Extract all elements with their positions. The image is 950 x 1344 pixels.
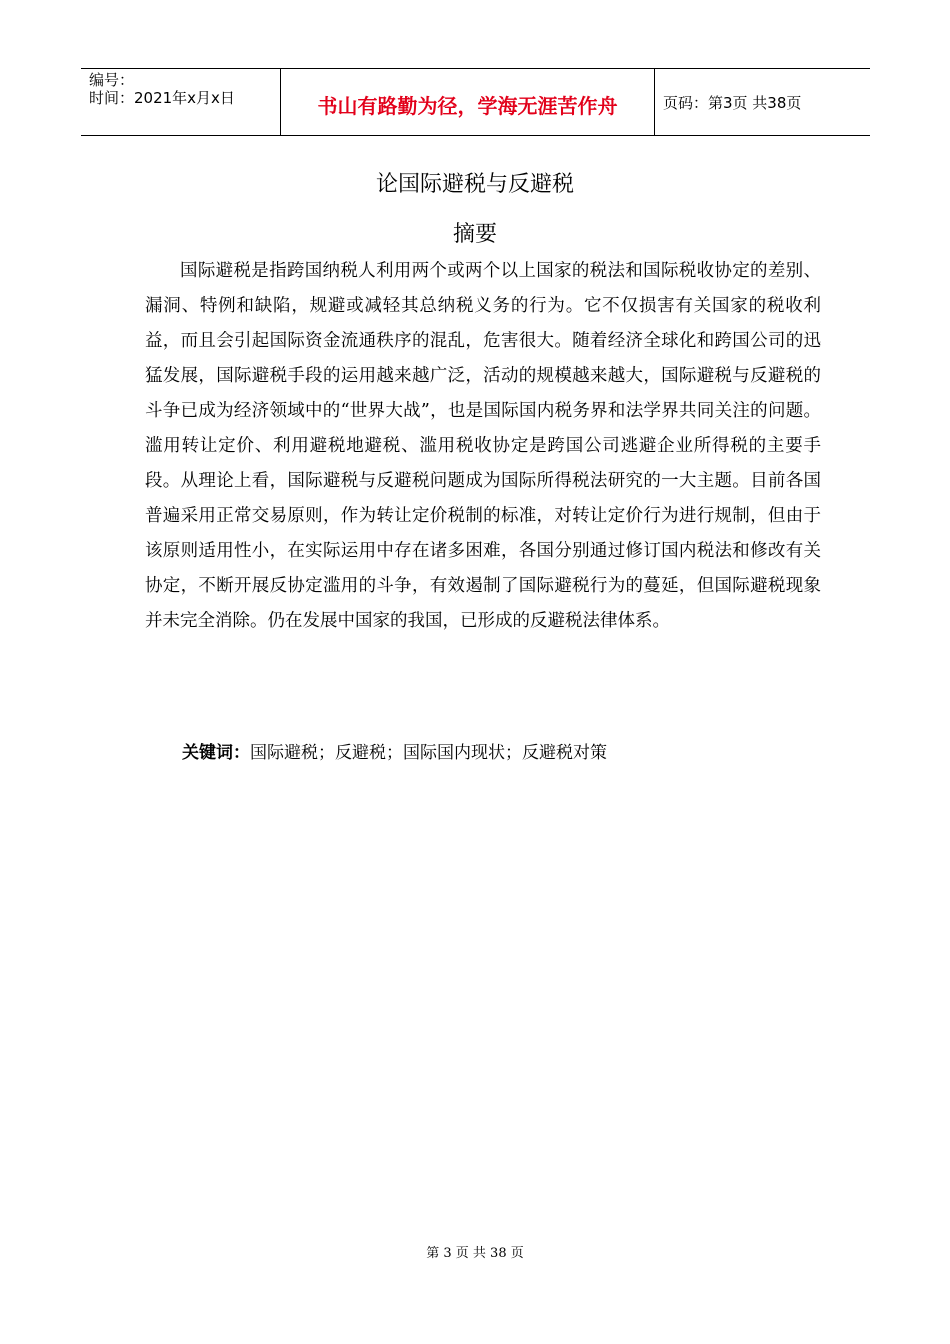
serial-number-label: 编号： — [89, 71, 135, 89]
header-page-info: 页码：第3页 共38页 — [663, 93, 802, 112]
keywords-label: 关键词： — [182, 743, 250, 763]
document-header — [81, 68, 870, 136]
keywords-list: 国际避税；反避税；国际国内现状；反避税对策 — [250, 743, 607, 763]
abstract-paragraph: 国际避税是指跨国纳税人利用两个或两个以上国家的税法和国际税收协定的差别、漏洞、特例和缺陷，规避或减轻其总纳税义务的行为。它不仅损害有关国家的税收利益，而且会引起国际资金流通秩序的混乱，危害很大。随着经济全球化和跨国公司的迅猛发展，国际避税手段的运用越来越广泛，活动的规模越来越大，国际避税与反避税的斗争已成为经济领域中的“世界大战”，也是国际国内税务界和法学界共同关注的问题。 滥用转让定价、利用避税地避税、滥用税收协定是跨国公司逃避企业所得税的主要手段。从理论上看，国际避税与反避税问题成为国际所得税法研究的一大主题。目前各国普遍采用正常交易原则，作为转让定价税制的标准，对转让定价行为进行规制，但由于该原则适用性小，在实际运用中存在诸多困难，各国分别通过修订国内税法和修改有关协定，不断开展反协定滥用的斗争，有效遏制了国际避税行为的蔓延，但国际避税现象并未完全消除。仍在发展中国家的我国，已形成的反避税法律体系。 — [145, 261, 821, 631]
page-footer: 第 3 页 共 38 页 — [426, 1246, 524, 1261]
motto-text: 书山有路勤为径，学海无涯苦作舟 — [317, 93, 618, 118]
date-label: 时间：2021年x月x日 — [89, 89, 235, 107]
keywords-line — [182, 738, 607, 768]
header-meta-cell — [81, 69, 281, 135]
header-motto-cell — [281, 69, 655, 135]
document-title: 论国际避税与反避税 — [375, 172, 574, 197]
abstract-heading: 摘要 — [452, 222, 497, 247]
header-page-cell — [655, 69, 870, 135]
